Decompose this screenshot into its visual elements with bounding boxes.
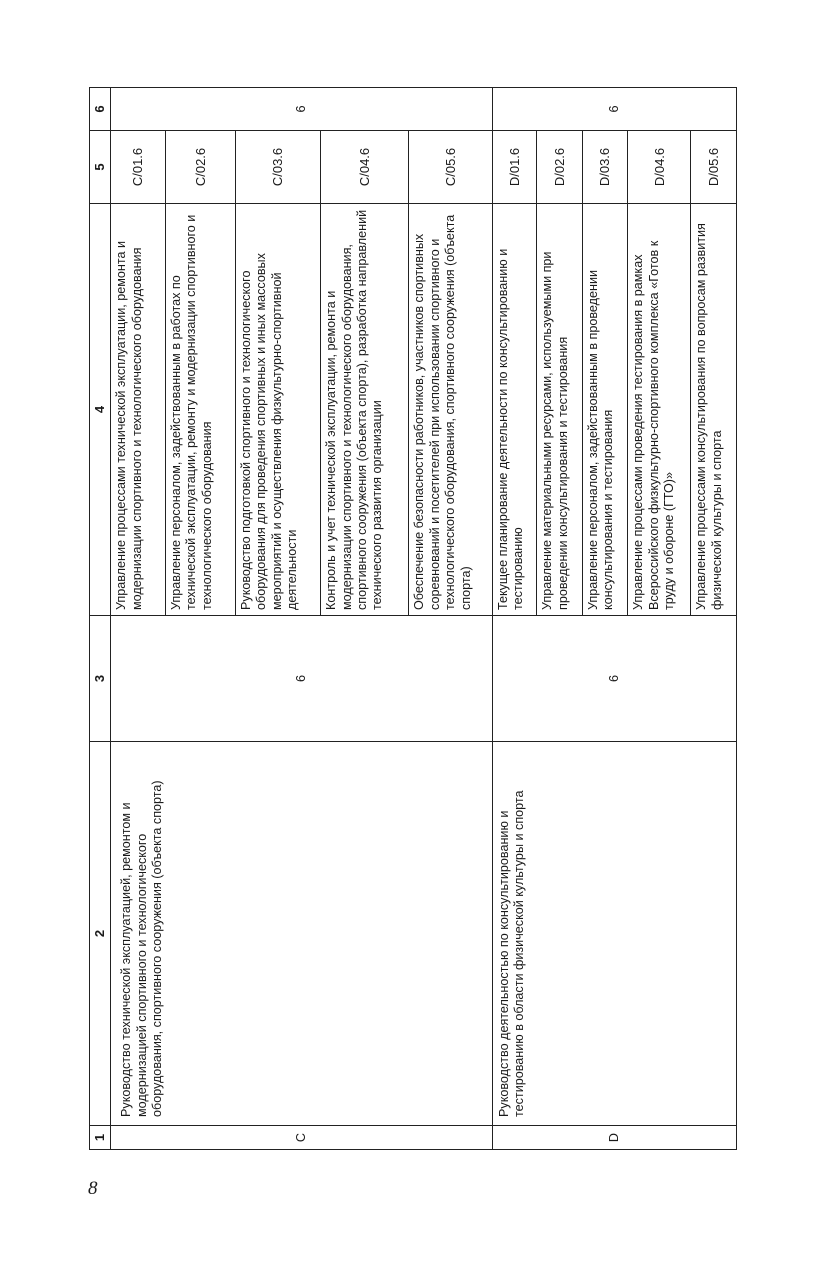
function-code: C/03.6 [236,131,321,204]
table-row [492,88,537,1150]
group-level: 6 [492,616,736,742]
page-number: 8 [88,1178,98,1199]
function-code: C/02.6 [166,131,236,204]
header-col-6: 6 [90,88,111,131]
function-name: Управление персоналом, задействованным в проведении консультирования и тестирования [582,204,628,616]
function-name: Управление материальными ресурсами, используемыми при проведении консультирования и тестирования [537,204,583,616]
function-level: 6 [111,88,492,131]
functions-table [89,87,737,1150]
header-col-5: 5 [90,131,111,204]
table-wrapper [89,88,737,1150]
function-name: Контроль и учет технической эксплуатации, ремонта и модернизации спортивного и технологического оборудования, спортивного сооружения (объекта спорта), разработка направлений технического развития организации [321,204,409,616]
function-name: Управление процессами консультирования по вопросам развития физической культуры и спорта [691,204,737,616]
function-code: D/04.6 [628,131,691,204]
function-code: D/01.6 [492,131,537,204]
group-code: C [111,1126,492,1150]
function-name: Управление персоналом, задействованным в работах по технической эксплуатации, ремонту и модернизации спортивного и технологического оборудования [166,204,236,616]
header-col-4: 4 [90,204,111,616]
function-name: Руководство подготовкой спортивного и технологического оборудования для проведения спортивных и иных массовых мероприятий и осуществления физкультурно-спортивной деятельности [236,204,321,616]
rotated-table-frame [89,88,737,1150]
group-name: Руководство технической эксплуатацией, ремонтом и модернизацией спортивного и технологического оборудования, спортивного сооружения (объекта спорта) [111,742,492,1126]
function-level: 6 [492,88,736,131]
header-col-3: 3 [90,616,111,742]
group-code: D [492,1126,736,1150]
function-code: C/01.6 [111,131,166,204]
function-name: Управление процессами проведения тестирования в рамках Всероссийского физкультурно-спортивного комплекса «Готов к труду и обороне (ГТО)» [628,204,691,616]
header-col-2: 2 [90,742,111,1126]
function-code: D/03.6 [582,131,628,204]
function-name: Управление процессами технической эксплуатации, ремонта и модернизации спортивного и технологического оборудования [111,204,166,616]
table-row [111,88,166,1150]
function-code: D/02.6 [537,131,583,204]
group-name: Руководство деятельностью по консультированию и тестированию в области физической культуры и спорта [492,742,736,1126]
function-name: Текущее планирование деятельности по консультированию и тестированию [492,204,537,616]
function-code: C/04.6 [321,131,409,204]
group-level: 6 [111,616,492,742]
function-code: D/05.6 [691,131,737,204]
function-name: Обеспечение безопасности работников, участников спортивных соревнований и посетителей при использовании спортивного и технологического оборудования, спортивного сооружения (объекта спорта) [409,204,492,616]
function-code: C/05.6 [409,131,492,204]
header-row [90,88,111,1150]
header-col-1: 1 [90,1126,111,1150]
